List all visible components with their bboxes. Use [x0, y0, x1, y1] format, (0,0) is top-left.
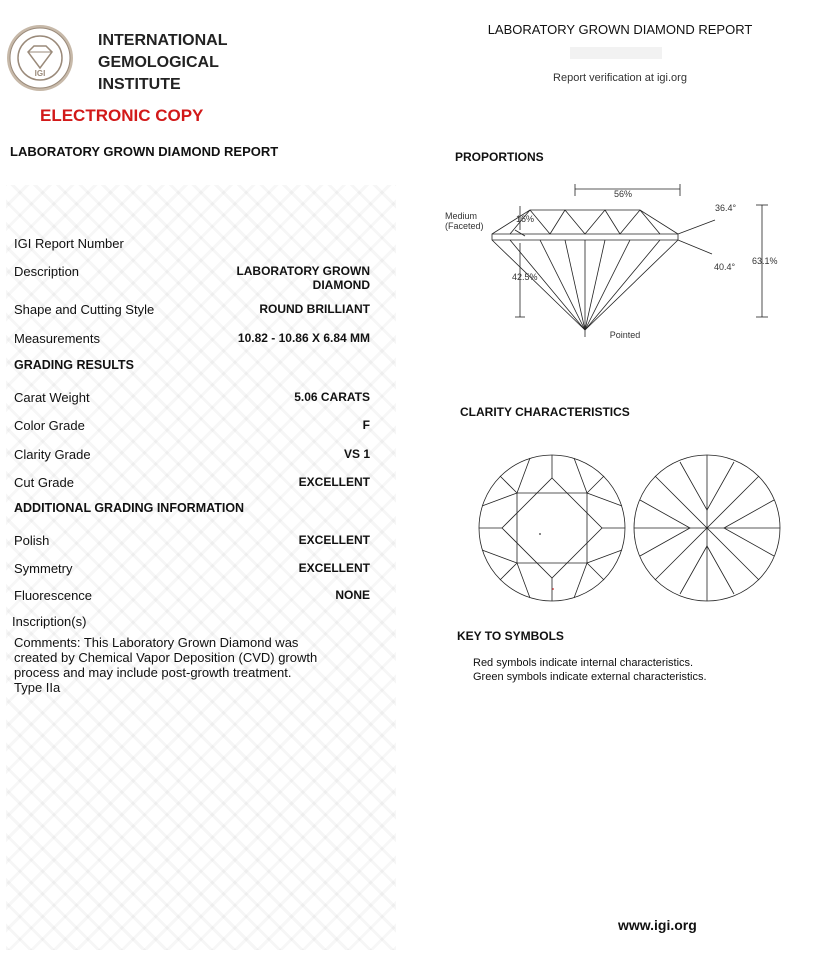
- comments-line-2: created by Chemical Vapor Deposition (CVD) growth: [14, 650, 318, 665]
- description-label: Description: [14, 264, 80, 279]
- measurements-value: 10.82 - 10.86 X 6.84 MM: [237, 331, 370, 345]
- carat-value: 5.06 CARATS: [294, 390, 370, 404]
- girdle-label-1: Medium: [445, 211, 478, 221]
- report-title-left: LABORATORY GROWN DIAMOND REPORT: [10, 144, 279, 159]
- total-depth: 63.1%: [752, 256, 778, 266]
- key-to-symbols-heading: KEY TO SYMBOLS: [457, 629, 564, 643]
- institute-name: [98, 30, 227, 96]
- shape-label: Shape and Cutting Style: [14, 302, 155, 317]
- symmetry-label: Symmetry: [14, 561, 73, 576]
- report-title-right: LABORATORY GROWN DIAMOND REPORT: [487, 22, 753, 37]
- key-to-symbols-text: [473, 657, 707, 684]
- girdle-label-2: (Faceted): [445, 221, 484, 231]
- clarity-label: Clarity Grade: [14, 447, 91, 462]
- comments-text: [14, 635, 364, 695]
- cut-label: Cut Grade: [14, 475, 74, 490]
- grading-results-heading: GRADING RESULTS: [14, 358, 134, 372]
- redacted-report-number: [570, 47, 662, 59]
- color-label: Color Grade: [14, 418, 85, 433]
- inscriptions-label: Inscription(s): [12, 614, 87, 629]
- verification-link[interactable]: Report verification at igi.org: [553, 72, 687, 84]
- crown-view-diagram: [479, 455, 625, 601]
- cut-value: EXCELLENT: [298, 475, 370, 489]
- symmetry-value: EXCELLENT: [298, 561, 370, 575]
- additional-grading-heading: ADDITIONAL GRADING INFORMATION: [14, 501, 245, 515]
- fluorescence-label: Fluorescence: [14, 588, 93, 603]
- description-row: [14, 264, 370, 296]
- description-value-line-2: DIAMOND: [312, 278, 370, 292]
- pavilion-view-diagram: [634, 455, 780, 601]
- clarity-value: VS 1: [343, 447, 370, 461]
- igi-seal-logo: [6, 24, 74, 92]
- clarity-plot: [470, 450, 790, 610]
- comments-line-4: Type IIa: [14, 680, 61, 695]
- measurements-label: Measurements: [14, 331, 100, 346]
- electronic-copy-label: ELECTRONIC COPY: [40, 106, 204, 125]
- key-line-1: Red symbols indicate internal characteristics.: [473, 657, 694, 669]
- clarity-characteristics-heading: CLARITY CHARACTERISTICS: [460, 405, 630, 419]
- crown-angle: 36.4°: [715, 203, 737, 213]
- description-value-line-1: LABORATORY GROWN: [236, 264, 370, 278]
- culet-label: Pointed: [609, 330, 641, 340]
- description-value: [236, 264, 370, 292]
- report-number-label: IGI Report Number: [14, 236, 124, 251]
- fluorescence-value: NONE: [335, 588, 370, 602]
- shape-value: ROUND BRILLIANT: [259, 302, 370, 316]
- website-link[interactable]: www.igi.org: [618, 917, 697, 933]
- inclusion-mark: [539, 533, 541, 535]
- proportions-diagram: [440, 180, 790, 350]
- color-value: F: [362, 418, 370, 432]
- pavilion-depth: 42.5%: [512, 272, 538, 282]
- comments-line-1: Comments: This Laboratory Grown Diamond was: [14, 635, 299, 650]
- key-line-2: Green symbols indicate external characteristics.: [473, 670, 707, 683]
- polish-value: EXCELLENT: [298, 533, 370, 547]
- carat-label: Carat Weight: [14, 390, 90, 405]
- institute-line-2: GEMOLOGICAL: [98, 54, 219, 71]
- pavilion-angle: 40.4°: [714, 262, 736, 272]
- table-percent: 56%: [613, 189, 633, 199]
- crown-height: 16%: [516, 214, 535, 224]
- institute-line-1: INTERNATIONAL: [98, 32, 228, 49]
- seal-letters: IGI: [34, 69, 46, 78]
- proportions-heading: PROPORTIONS: [455, 150, 544, 164]
- inclusion-mark: [552, 588, 554, 590]
- polish-label: Polish: [14, 533, 50, 548]
- comments-line-3: process and may include post-growth treatment.: [14, 665, 292, 680]
- institute-line-3: INSTITUTE: [98, 76, 181, 93]
